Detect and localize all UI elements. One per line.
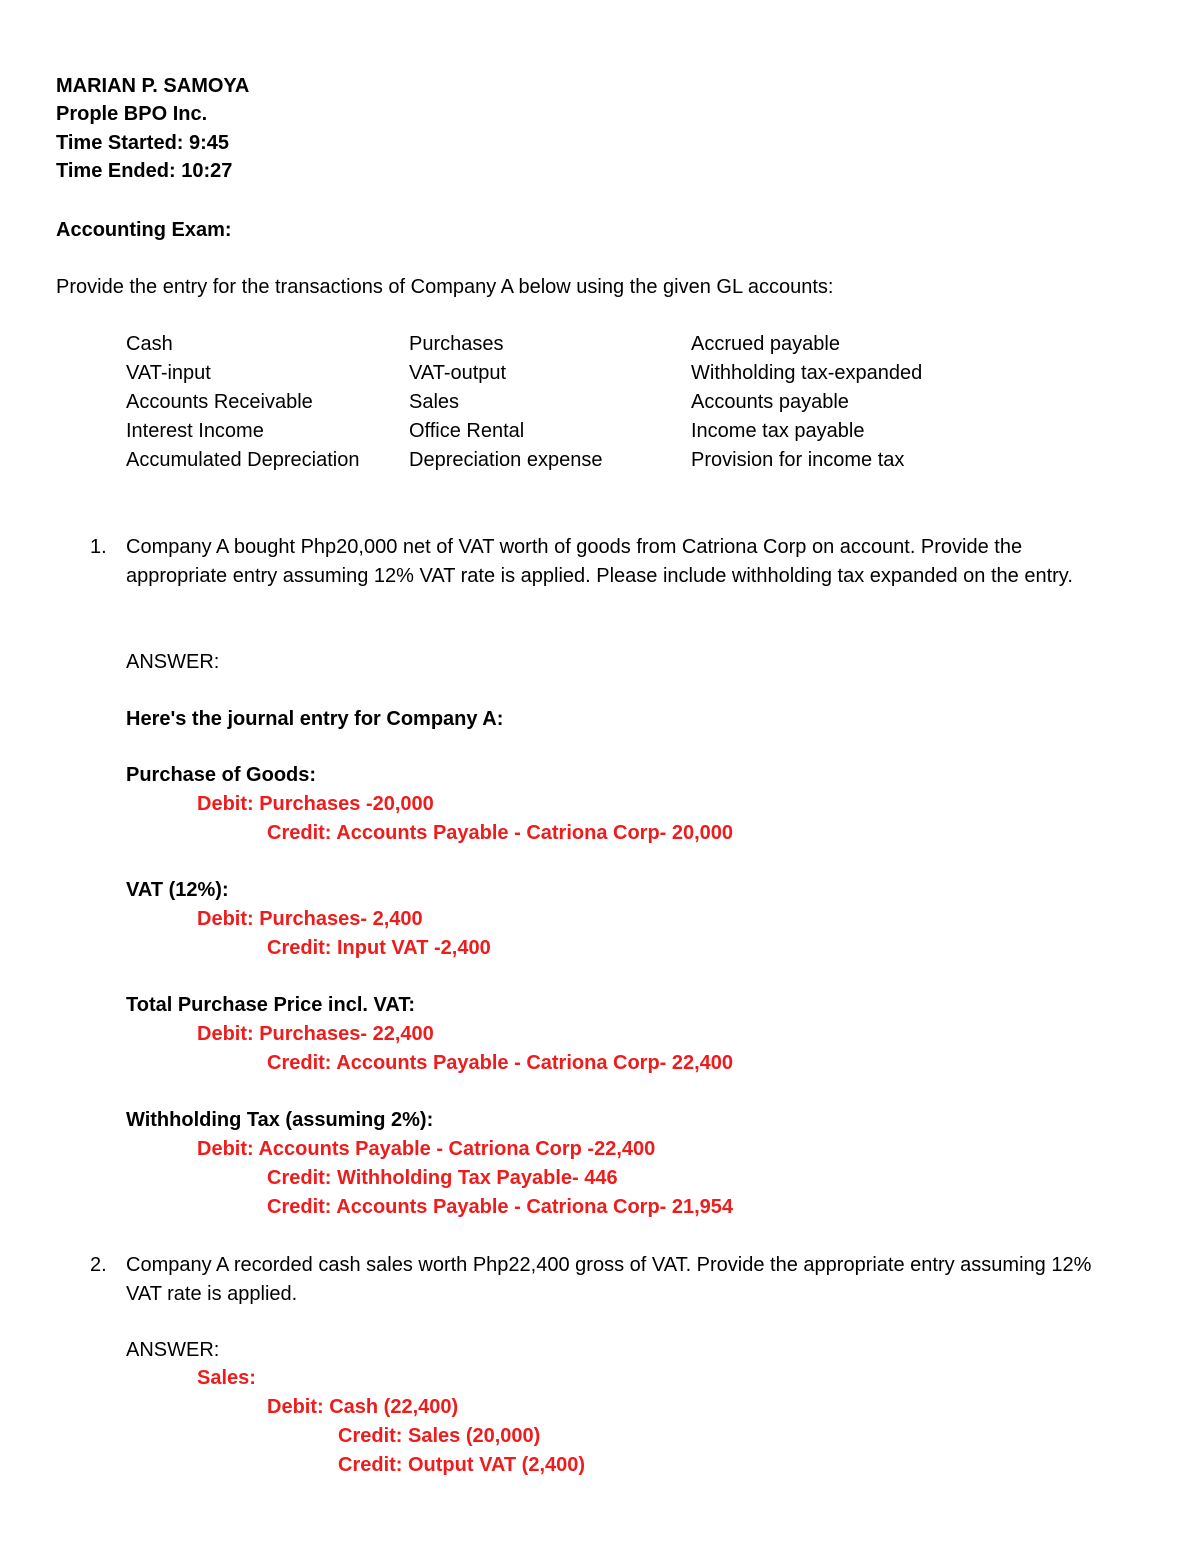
instructions: Provide the entry for the transactions of Company A below using the given GL accounts: xyxy=(56,276,834,298)
gl-account: Provision for income tax xyxy=(691,449,905,471)
gl-account: Interest Income xyxy=(126,420,264,442)
answer-label: ANSWER: xyxy=(126,1339,220,1361)
gl-account: Cash xyxy=(126,333,173,355)
gl-account: Withholding tax-expanded xyxy=(691,362,923,384)
debit-line: Debit: Accounts Payable - Catriona Corp -22,400 xyxy=(197,1138,656,1160)
gl-account: Accumulated Depreciation xyxy=(126,449,360,471)
gl-account: Accrued payable xyxy=(691,333,840,355)
gl-account: Accounts Receivable xyxy=(126,391,313,413)
debit-line: Debit: Cash (22,400) xyxy=(267,1396,459,1418)
entry-heading: VAT (12%): xyxy=(126,879,229,901)
question-1-text: Company A bought Php20,000 net of VAT worth of goods from Catriona Corp on account. Provide the appropriate entry assuming 12% VAT rate is applied. Please include withholding tax expanded on the entry. xyxy=(126,536,1073,587)
company-name: Prople BPO Inc. xyxy=(56,103,208,125)
answer-label: ANSWER: xyxy=(126,651,220,673)
question-number: 1. xyxy=(90,536,107,558)
entry-heading: Total Purchase Price incl. VAT: xyxy=(126,994,415,1016)
exam-title: Accounting Exam: xyxy=(56,219,232,241)
credit-line: Credit: Accounts Payable - Catriona Corp- 22,400 xyxy=(267,1052,734,1074)
gl-account: Sales xyxy=(409,391,460,413)
debit-line: Debit: Purchases- 22,400 xyxy=(197,1023,434,1045)
entry-heading: Sales: xyxy=(197,1367,256,1389)
entry-heading: Withholding Tax (assuming 2%): xyxy=(126,1109,434,1131)
time-ended: Time Ended: 10:27 xyxy=(56,160,233,182)
entry-heading: Purchase of Goods: xyxy=(126,764,317,786)
gl-account: Accounts payable xyxy=(691,391,849,413)
gl-account: Purchases xyxy=(409,333,504,355)
debit-line: Debit: Purchases- 2,400 xyxy=(197,908,423,930)
debit-line: Debit: Purchases -20,000 xyxy=(197,793,434,815)
answer-intro: Here's the journal entry for Company A: xyxy=(126,708,504,730)
credit-line: Credit: Accounts Payable - Catriona Corp- 20,000 xyxy=(267,822,734,844)
question-number: 2. xyxy=(90,1254,107,1276)
credit-line: Credit: Output VAT (2,400) xyxy=(338,1454,586,1476)
student-name: MARIAN P. SAMOYA xyxy=(56,75,250,97)
question-2-text: Company A recorded cash sales worth Php22,400 gross of VAT. Provide the appropriate entry assuming 12% VAT rate is applied. xyxy=(126,1254,1092,1305)
gl-account: VAT-input xyxy=(126,362,211,384)
credit-line: Credit: Sales (20,000) xyxy=(338,1425,541,1447)
gl-account: Office Rental xyxy=(409,420,525,442)
credit-line: Credit: Withholding Tax Payable- 446 xyxy=(267,1167,618,1189)
credit-line: Credit: Accounts Payable - Catriona Corp- 21,954 xyxy=(267,1196,734,1218)
credit-line: Credit: Input VAT -2,400 xyxy=(267,937,491,959)
gl-account: Income tax payable xyxy=(691,420,865,442)
gl-account: VAT-output xyxy=(409,362,507,384)
time-started: Time Started: 9:45 xyxy=(56,132,230,154)
gl-account: Depreciation expense xyxy=(409,449,603,471)
